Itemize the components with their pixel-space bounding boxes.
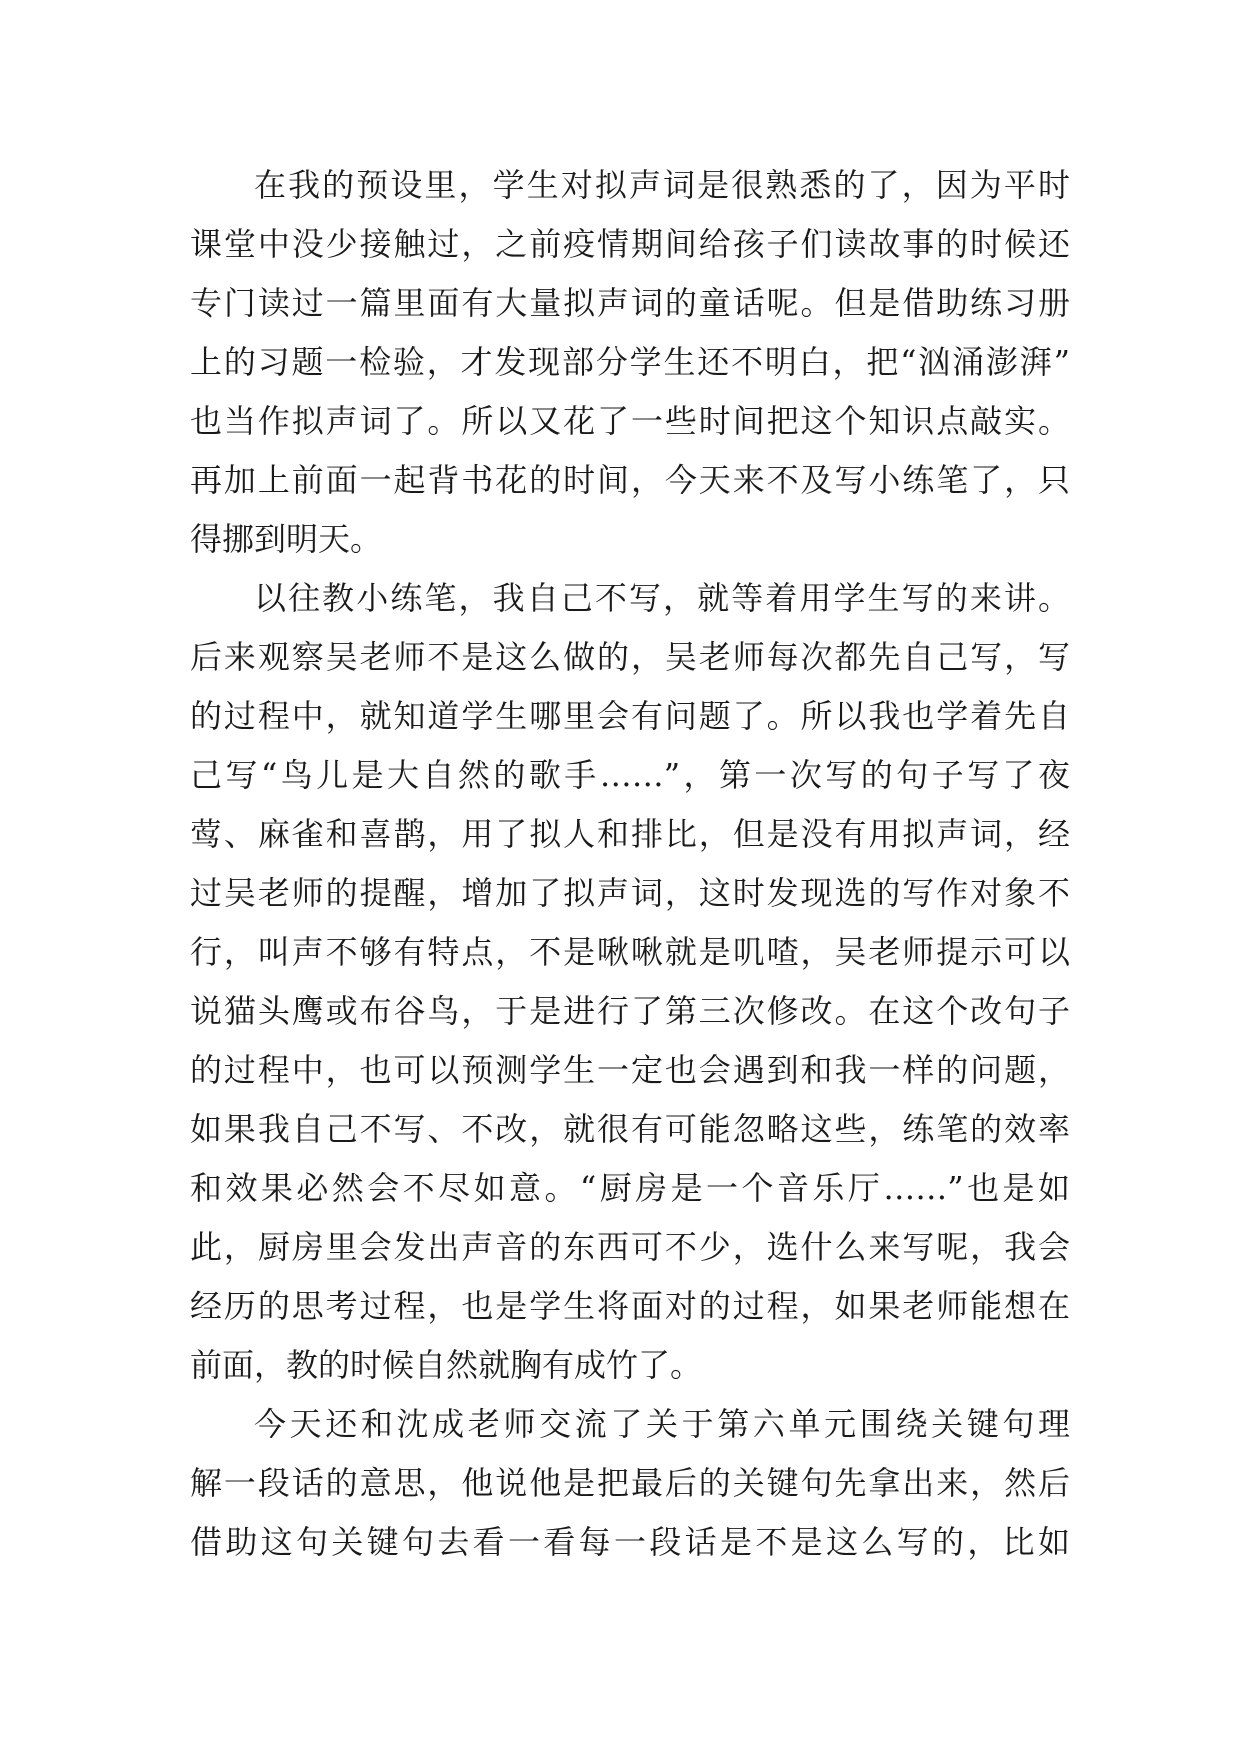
document-body	[190, 156, 1070, 1572]
text-line: 解一段话的意思，他说他是把最后的关键句先拿出来，然后	[190, 1464, 1070, 1502]
text-line: 借助这句关键句去看一看每一段话是不是这么写的，比如	[190, 1523, 1070, 1561]
text-line: 此，厨房里会发出声音的东西可不少，选什么来写呢，我会	[190, 1228, 1070, 1266]
text-line: 己写“鸟儿是大自然的歌手……”，第一次写的句子写了夜	[190, 756, 1070, 794]
text-line: 后来观察吴老师不是这么做的，吴老师每次都先自己写，写	[190, 638, 1070, 676]
text-line: 过吴老师的提醒，增加了拟声词，这时发现选的写作对象不	[190, 874, 1070, 912]
text-line: 前面，教的时候自然就胸有成竹了。	[190, 1346, 703, 1384]
text-line: 上的习题一检验，才发现部分学生还不明白，把“汹涌澎湃”	[190, 343, 1070, 381]
text-line: 专门读过一篇里面有大量拟声词的童话呢。但是借助练习册	[190, 284, 1070, 322]
text-line: 在我的预设里，学生对拟声词是很熟悉的了，因为平时	[254, 166, 1070, 204]
text-line: 今天还和沈成老师交流了关于第六单元围绕关键句理	[254, 1405, 1070, 1443]
text-line: 也当作拟声词了。所以又花了一些时间把这个知识点敲实。	[190, 402, 1070, 440]
text-line: 莺、麻雀和喜鹊，用了拟人和排比，但是没有用拟声词，经	[190, 815, 1070, 853]
text-line: 的过程中，就知道学生哪里会有问题了。所以我也学着先自	[190, 697, 1070, 735]
text-line: 课堂中没少接触过，之前疫情期间给孩子们读故事的时候还	[190, 225, 1070, 263]
text-line: 如果我自己不写、不改，就很有可能忽略这些，练笔的效率	[190, 1110, 1070, 1148]
text-line: 再加上前面一起背书花的时间，今天来不及写小练笔了，只	[190, 461, 1070, 499]
paragraph-1	[190, 156, 1070, 569]
text-line: 得挪到明天。	[190, 520, 383, 558]
text-line: 行，叫声不够有特点，不是啾啾就是叽喳，吴老师提示可以	[190, 933, 1070, 971]
text-line: 和效果必然会不尽如意。“厨房是一个音乐厅……”也是如	[190, 1169, 1070, 1207]
text-line: 经历的思考过程，也是学生将面对的过程，如果老师能想在	[190, 1287, 1070, 1325]
text-line: 说猫头鹰或布谷鸟，于是进行了第三次修改。在这个改句子	[190, 992, 1070, 1030]
text-line: 的过程中，也可以预测学生一定也会遇到和我一样的问题，	[190, 1051, 1070, 1089]
paragraph-3	[190, 1395, 1070, 1572]
paragraph-2	[190, 569, 1070, 1395]
text-line: 以往教小练笔，我自己不写，就等着用学生写的来讲。	[254, 579, 1070, 617]
